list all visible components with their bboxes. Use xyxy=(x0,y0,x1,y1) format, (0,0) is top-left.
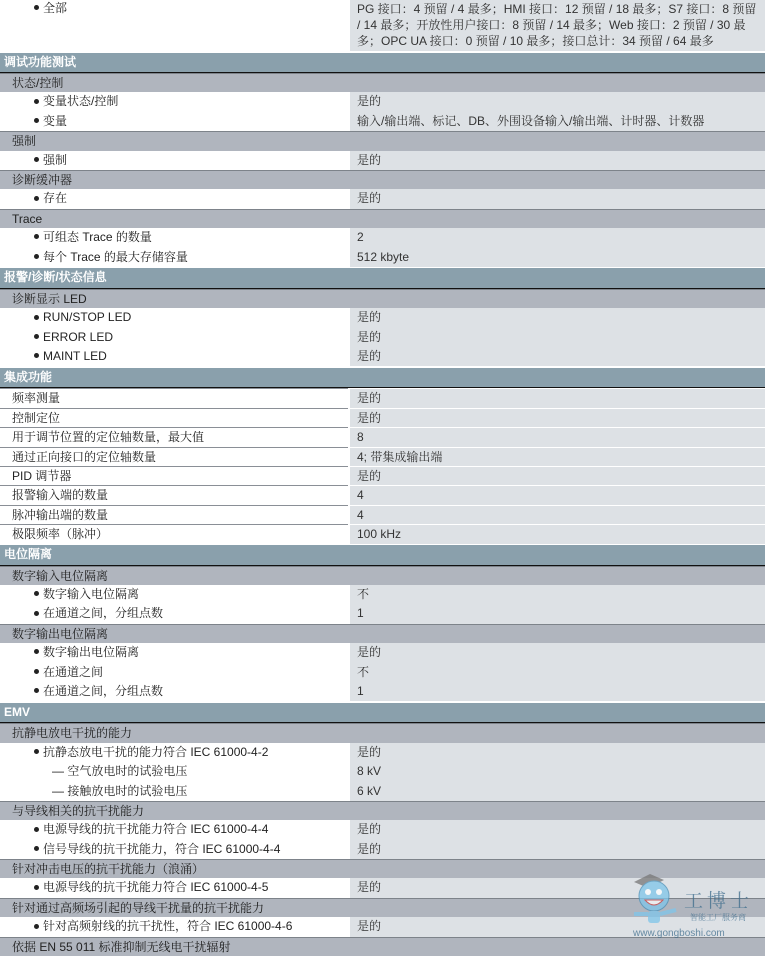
row-value: 4 xyxy=(350,485,765,504)
table-row xyxy=(0,820,765,839)
row-label xyxy=(0,663,348,682)
row-label-text: 极限频率（脉冲） xyxy=(12,527,109,542)
row-label-text: 在通道之间 xyxy=(43,664,104,679)
row-label-text: ERROR LED xyxy=(43,329,114,344)
row-label xyxy=(0,189,348,208)
subsection-header: Trace xyxy=(0,209,765,228)
row-label xyxy=(0,347,348,366)
section-header: EMV xyxy=(0,703,765,724)
row-value: 是的 xyxy=(350,820,765,839)
bullet-icon xyxy=(34,315,39,320)
row-label xyxy=(0,408,348,427)
subsection-header: 与导线相关的抗干扰能力 xyxy=(0,801,765,820)
table-row xyxy=(0,524,765,543)
table-row xyxy=(0,604,765,623)
row-value: 是的 xyxy=(350,92,765,111)
row-label-text: 信号导线的抗干扰能力，符合 IEC 61000-4-4 xyxy=(43,841,281,856)
table-row xyxy=(0,878,765,897)
section-header: 集成功能 xyxy=(0,368,765,389)
table-row xyxy=(0,447,765,466)
row-label xyxy=(0,328,348,347)
table-row xyxy=(0,427,765,446)
row-label xyxy=(0,917,348,936)
bullet-icon xyxy=(34,827,39,832)
section-header: 调试功能测试 xyxy=(0,53,765,74)
bullet-icon xyxy=(34,591,39,596)
bullet-icon xyxy=(34,157,39,162)
subsection-header: 诊断显示 LED xyxy=(0,289,765,308)
row-label xyxy=(0,228,348,247)
bullet-icon xyxy=(34,5,39,10)
table-row xyxy=(0,92,765,111)
bullet-icon xyxy=(34,669,39,674)
row-value: 4 xyxy=(350,505,765,524)
table-row xyxy=(0,762,765,781)
table-row xyxy=(0,112,765,131)
table-row xyxy=(0,308,765,327)
table-row xyxy=(0,663,765,682)
row-label xyxy=(0,466,348,485)
bullet-icon xyxy=(34,118,39,123)
row-value: 不 xyxy=(350,585,765,604)
row-label xyxy=(0,388,348,407)
table-row xyxy=(0,0,765,51)
row-label xyxy=(0,92,348,111)
table-row xyxy=(0,408,765,427)
row-value: 是的 xyxy=(350,347,765,366)
row-value: PG 接口：4 预留 / 4 最多；HMI 接口：12 预留 / 18 最多；S7 接口：8 预留 / 14 最多；开放性用户接口：8 预留 / 14 最多；Web 接口：2 预留 / 30 最多；OPC UA 接口：0 预留 / 10 最多；接口总计：34 预留 / 64 最多 xyxy=(350,0,765,51)
table-row xyxy=(0,151,765,170)
row-label xyxy=(0,427,348,446)
row-label xyxy=(0,782,348,801)
bullet-icon xyxy=(34,688,39,693)
row-value: 是的 xyxy=(350,743,765,762)
subsection-header: 数字输出电位隔离 xyxy=(0,624,765,643)
table-row xyxy=(0,643,765,662)
row-label xyxy=(0,585,348,604)
table-row xyxy=(0,466,765,485)
bullet-icon xyxy=(34,611,39,616)
bullet-icon xyxy=(34,334,39,339)
row-label-text: 每个 Trace 的最大存储容量 xyxy=(43,249,188,264)
row-value: 8 xyxy=(350,427,765,446)
row-value: 是的 xyxy=(350,151,765,170)
row-label-text: 在通道之间，分组点数 xyxy=(43,606,164,621)
table-row xyxy=(0,782,765,801)
row-label-text: — 接触放电时的试验电压 xyxy=(52,783,188,798)
bullet-icon xyxy=(34,196,39,201)
row-label xyxy=(0,0,348,51)
bullet-icon xyxy=(34,234,39,239)
bullet-icon xyxy=(34,254,39,259)
row-value: 不 xyxy=(350,663,765,682)
row-label-text: 通过正向接口的定位轴数量 xyxy=(12,449,157,464)
row-label-text: 存在 xyxy=(43,191,68,206)
row-value: 1 xyxy=(350,604,765,623)
row-label xyxy=(0,604,348,623)
bullet-icon xyxy=(34,749,39,754)
row-label-text: — 空气放电时的试验电压 xyxy=(52,764,188,779)
row-value: 4; 带集成输出端 xyxy=(350,447,765,466)
row-label-text: 全部 xyxy=(43,1,68,15)
row-value: 2 xyxy=(350,228,765,247)
row-label xyxy=(0,820,348,839)
table-row xyxy=(0,917,765,936)
row-label-text: RUN/STOP LED xyxy=(43,310,132,325)
row-value: 是的 xyxy=(350,840,765,859)
row-value: 8 kV xyxy=(350,762,765,781)
row-value: 是的 xyxy=(350,408,765,427)
table-row xyxy=(0,228,765,247)
row-value: 是的 xyxy=(350,466,765,485)
row-label-text: 用于调节位置的定位轴数量，最大值 xyxy=(12,430,205,445)
bullet-icon xyxy=(34,353,39,358)
row-label xyxy=(0,112,348,131)
row-value: 100 kHz xyxy=(350,524,765,543)
watermark-site: www.gongboshi.com xyxy=(633,928,725,939)
row-value: 是的 xyxy=(350,328,765,347)
table-row xyxy=(0,505,765,524)
row-label-text: PID 调节器 xyxy=(12,469,72,484)
bullet-icon xyxy=(34,99,39,104)
row-label-text: 可组态 Trace 的数量 xyxy=(43,230,152,245)
row-value: 是的 xyxy=(350,189,765,208)
row-label-text: 抗静态放电干扰的能力符合 IEC 61000-4-2 xyxy=(43,744,269,759)
row-value: 512 kbyte xyxy=(350,248,765,267)
row-value: 输入/输出端、标记、DB、外围设备输入/输出端、计时器、计数器 xyxy=(350,112,765,131)
row-label xyxy=(0,878,348,897)
table-row xyxy=(0,743,765,762)
row-label xyxy=(0,248,348,267)
row-label xyxy=(0,743,348,762)
row-label-text: 电源导线的抗干扰能力符合 IEC 61000-4-4 xyxy=(43,822,269,837)
row-value: 6 kV xyxy=(350,782,765,801)
row-value: 1 xyxy=(350,682,765,701)
row-label-text: 报警输入端的数量 xyxy=(12,488,109,503)
subsection-header: 数字输入电位隔离 xyxy=(0,566,765,585)
row-label-text: 变量 xyxy=(43,113,68,128)
bullet-icon xyxy=(34,885,39,890)
section-header: 电位隔离 xyxy=(0,545,765,566)
subsection-header: 依据 EN 55 011 标准抑制无线电干扰辐射 xyxy=(0,937,765,956)
row-value: 是的 xyxy=(350,917,765,936)
watermark-slogan: 智能工厂服务商 xyxy=(690,913,746,922)
row-label xyxy=(0,524,348,543)
section-header: 报警/诊断/状态信息 xyxy=(0,268,765,289)
table-row xyxy=(0,248,765,267)
bullet-icon xyxy=(34,649,39,654)
bullet-icon xyxy=(34,924,39,929)
table-row xyxy=(0,485,765,504)
row-label xyxy=(0,643,348,662)
row-label xyxy=(0,447,348,466)
row-label-text: 控制定位 xyxy=(12,410,61,425)
row-label-text: 强制 xyxy=(43,152,68,167)
table-row xyxy=(0,585,765,604)
table-row xyxy=(0,840,765,859)
row-label-text: 针对高频射线的抗干扰性，符合 IEC 61000-4-6 xyxy=(43,919,293,934)
row-label-text: 电源导线的抗干扰能力符合 IEC 61000-4-5 xyxy=(43,880,269,895)
row-label xyxy=(0,308,348,327)
table-row xyxy=(0,189,765,208)
subsection-header: 抗静电放电干扰的能力 xyxy=(0,723,765,742)
subsection-header: 针对冲击电压的抗干扰能力（浪涌） xyxy=(0,859,765,878)
row-label-text: 数字输出电位隔离 xyxy=(43,645,140,660)
table-row xyxy=(0,388,765,407)
table-row xyxy=(0,347,765,366)
subsection-header: 强制 xyxy=(0,131,765,150)
table-row xyxy=(0,328,765,347)
row-label xyxy=(0,151,348,170)
subsection-header: 针对通过高频场引起的导线干扰量的抗干扰能力 xyxy=(0,898,765,917)
row-label xyxy=(0,505,348,524)
row-label-text: 在通道之间，分组点数 xyxy=(43,683,164,698)
table-row xyxy=(0,682,765,701)
row-value: 是的 xyxy=(350,388,765,407)
row-label xyxy=(0,840,348,859)
bullet-icon xyxy=(34,846,39,851)
row-label-text: 变量状态/控制 xyxy=(43,94,119,109)
row-label xyxy=(0,762,348,781)
row-label-text: 脉冲输出端的数量 xyxy=(12,507,109,522)
row-label-text: MAINT LED xyxy=(43,349,107,364)
subsection-header: 状态/控制 xyxy=(0,73,765,92)
row-value: 是的 xyxy=(350,878,765,897)
row-label-text: 频率测量 xyxy=(12,391,61,406)
row-label-text: 数字输入电位隔离 xyxy=(43,586,140,601)
subsection-header: 诊断缓冲器 xyxy=(0,170,765,189)
row-value: 是的 xyxy=(350,643,765,662)
row-label xyxy=(0,485,348,504)
row-label xyxy=(0,682,348,701)
row-value: 是的 xyxy=(350,308,765,327)
watermark-brand: 工博士 xyxy=(684,890,754,912)
